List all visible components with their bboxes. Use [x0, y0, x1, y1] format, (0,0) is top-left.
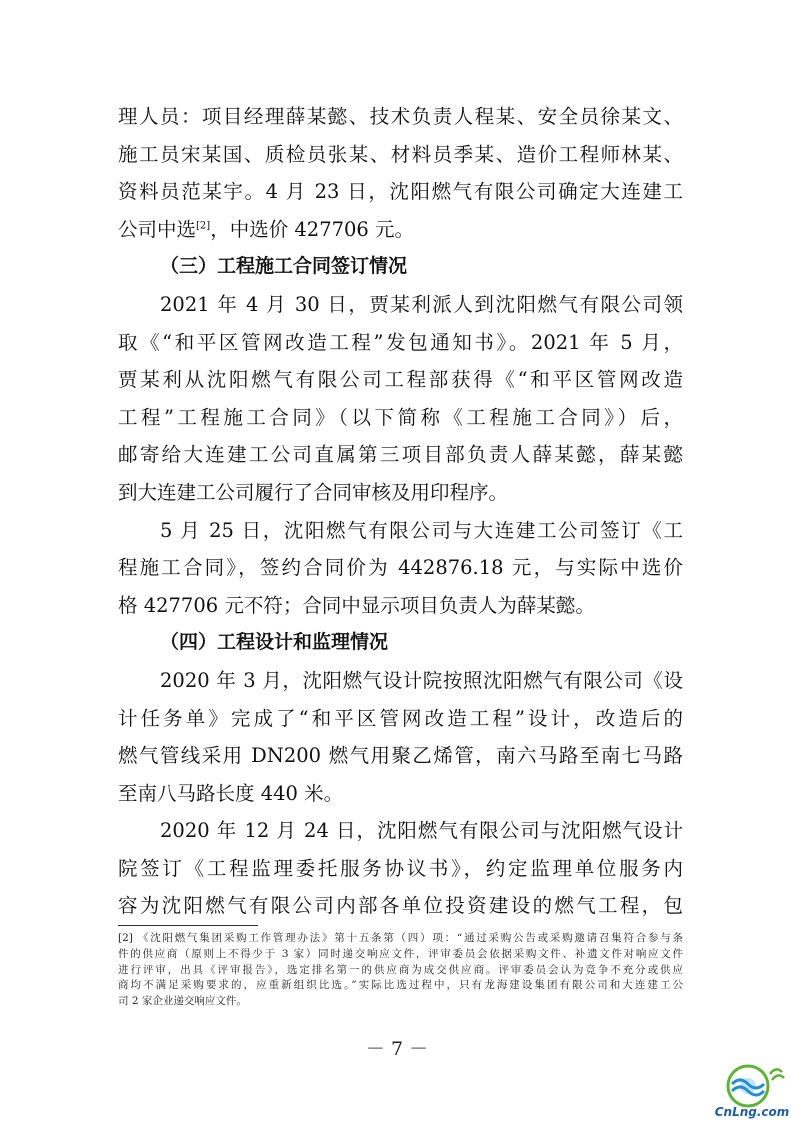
- text-line: 5 月 25 日，沈阳燃气有限公司与大连建工公司签订《工: [160, 518, 683, 542]
- text-line: 理人员：项目经理薛某懿、技术负责人程某、安全员徐某文、: [118, 105, 683, 128]
- text-line: 施工员宋某国、质检员张某、材料员季某、造价工程师林某、: [118, 142, 683, 166]
- text-line: 贾某利从沈阳燃气有限公司工程部获得《“和平区管网改造: [118, 368, 683, 392]
- footnote-line: 件的供应商（原则上不得少于 3 家）同时递交响应文件，评审委员会依据采购文件、补遗文件对响应文件: [118, 947, 683, 960]
- text-line: 邮寄给大连建工公司直属第三项目部负责人薛某懿，薛某懿: [118, 443, 683, 467]
- body-text: [118, 98, 683, 925]
- text-line: 计任务单》完成了“和平区管网改造工程”设计，改造后的: [118, 706, 683, 730]
- page-number: － 7 －: [365, 1038, 429, 1060]
- text-fragment: 公司中选: [118, 217, 197, 241]
- footnote-line: 进行评审，出具《评审报告》，选定排名第一的供应商为成交供应商。评审委员会认为竞争不充分或供应: [118, 963, 683, 976]
- text-line: [118, 211, 683, 249]
- text-line: 容为沈阳燃气有限公司内部各单位投资建设的燃气工程，包: [118, 894, 683, 918]
- text-line: 院签订《工程监理委托服务协议书》，约定监理单位服务内: [118, 856, 683, 880]
- footnote-line: [2] 《沈阳燃气集团采购工作管理办法》第十五条第（四）项：“通过采购公告或采购邀请召集符合参与条: [118, 932, 683, 944]
- text-line: 2020 年 3 月，沈阳燃气设计院按照沈阳燃气有限公司《设: [160, 668, 683, 692]
- footnote: [118, 931, 683, 1010]
- text-line: 到大连建工公司履行了合同审核及用印程序。: [118, 480, 509, 504]
- text-line: 2020 年 12 月 24 日，沈阳燃气有限公司与沈阳燃气设计: [160, 819, 683, 843]
- text-fragment: ，中选价 427706 元。: [210, 217, 415, 241]
- cnlng-logo-icon: [712, 1062, 792, 1120]
- text-line: 格 427706 元不符；合同中显示项目负责人为薛某懿。: [118, 593, 595, 617]
- footnote-line: 司 2 家企业递交响应文件。: [118, 995, 247, 1008]
- text-line: 至南八马路长度 440 米。: [118, 781, 344, 805]
- text-line: 2021 年 4 月 30 日，贾某利派人到沈阳燃气有限公司领: [160, 292, 683, 316]
- text-line: 取《“和平区管网改造工程”发包通知书》。2021 年 5 月，: [118, 330, 683, 354]
- section-heading: （四）工程设计和监理情况: [160, 631, 389, 654]
- text-line: 工程”工程施工合同》（以下简称《工程施工合同》）后，: [118, 405, 683, 429]
- footnote-line: 商均不满足采购要求的，应重新组织比选。”实际比选过程中，只有龙海建设集团有限公司和大连建工公: [118, 979, 683, 992]
- text-line: 燃气管线采用 DN200 燃气用聚乙烯管，南六马路至南七马路: [118, 744, 683, 768]
- logo-wordmark: CnLng.com: [714, 1105, 790, 1119]
- footnote-ref[interactable]: [2]: [196, 220, 211, 232]
- footnote-divider: [118, 925, 258, 926]
- section-heading: （三）工程施工合同签订情况: [160, 255, 408, 278]
- text-line: 程施工合同》，签约合同价为 442876.18 元，与实际中选价: [118, 556, 683, 580]
- text-line: 资料员范某宇。4 月 23 日，沈阳燃气有限公司确定大连建工: [118, 180, 683, 204]
